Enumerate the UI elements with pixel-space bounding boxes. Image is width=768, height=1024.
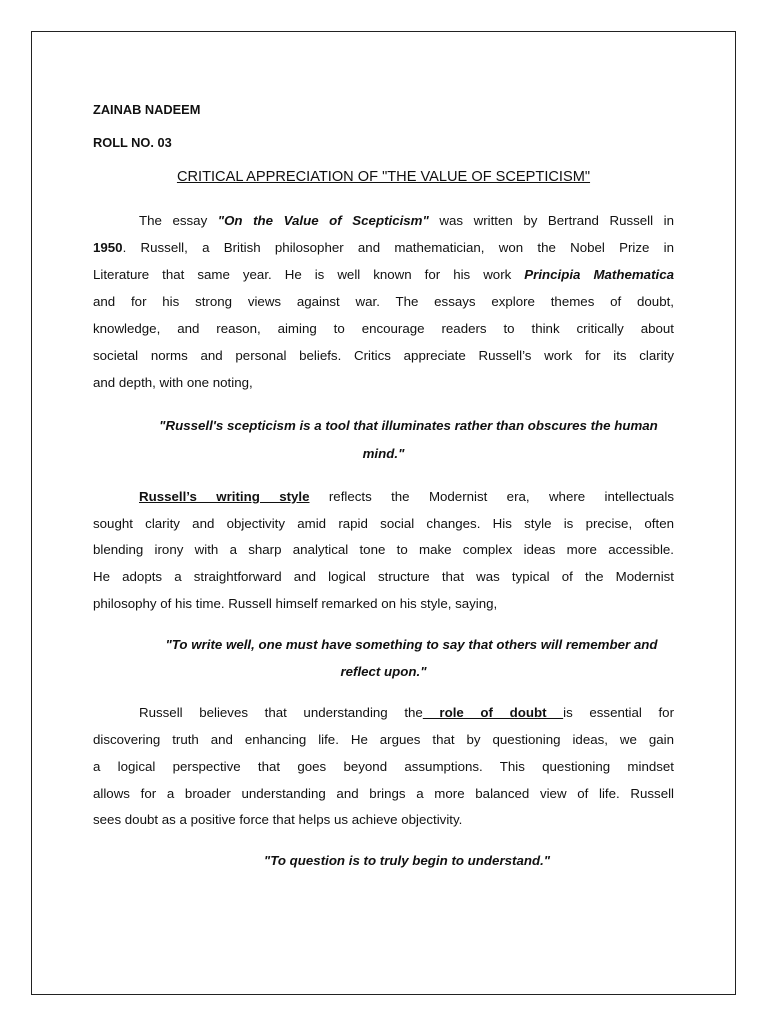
- author-name: ZAINAB NADEEM: [93, 102, 201, 117]
- para3-line2: discovering truth and enhancing life. He argues that by questioning ideas, we gain: [93, 732, 674, 747]
- para1-line3: Literature that same year. He is well known for his work Principia Mathematica: [93, 267, 674, 282]
- para2-line3: blending irony with a sharp analytical tone to make complex ideas more accessible.: [93, 542, 674, 557]
- para1-line6: societal norms and personal beliefs. Critics appreciate Russell’s work for its clarity: [93, 348, 674, 363]
- writing-style-term: Russell’s writing style: [139, 489, 310, 504]
- para2-line5: philosophy of his time. Russell himself remarked on his style, saying,: [93, 596, 498, 611]
- para1-line2: 1950. Russell, a British philosopher and mathematician, won the Nobel Prize in: [93, 240, 674, 255]
- para2-line1: Russell’s writing style reflects the Modernist era, where intellectuals: [139, 489, 675, 504]
- para1-line1: The essay "On the Value of Scepticism" was written by Bertrand Russell in: [139, 213, 674, 228]
- essay-title: "On the Value of Scepticism": [217, 213, 429, 228]
- roll-number: ROLL NO. 03: [93, 135, 172, 150]
- work-title: Principia Mathematica: [524, 267, 674, 282]
- para2-line2: sought clarity and objectivity amid rapid social changes. His style is precise, often: [93, 516, 674, 531]
- quote2-line1: "To write well, one must have something to say that others will remember and: [165, 637, 658, 652]
- role-of-doubt-term: role of doubt: [422, 705, 564, 720]
- para3-line5: sees doubt as a positive force that helps us achieve objectivity.: [93, 812, 463, 827]
- para1-line7: and depth, with one noting,: [93, 375, 253, 390]
- quote2-line2: reflect upon.": [340, 664, 427, 679]
- quote1-line2: mind.": [362, 446, 405, 461]
- para3-line1: Russell believes that understanding the role of doubt is essential for: [139, 705, 674, 720]
- quote3-line1: "To question is to truly begin to understand.": [263, 853, 551, 868]
- year: 1950: [93, 240, 123, 255]
- para3-line4: allows for a broader understanding and brings a more balanced view of life. Russell: [93, 786, 674, 801]
- para1-line5: knowledge, and reason, aiming to encourage readers to think critically about: [93, 321, 674, 336]
- para2-line4: He adopts a straightforward and logical structure that was typical of the Modernist: [93, 569, 674, 584]
- para1-line4: and for his strong views against war. The essays explore themes of doubt,: [93, 294, 674, 309]
- para3-line3: a logical perspective that goes beyond assumptions. This questioning mindset: [93, 759, 674, 774]
- quote1-line1: "Russell's scepticism is a tool that illuminates rather than obscures the human: [159, 418, 658, 433]
- page-title: CRITICAL APPRECIATION OF "THE VALUE OF SCEPTICISM": [176, 169, 591, 185]
